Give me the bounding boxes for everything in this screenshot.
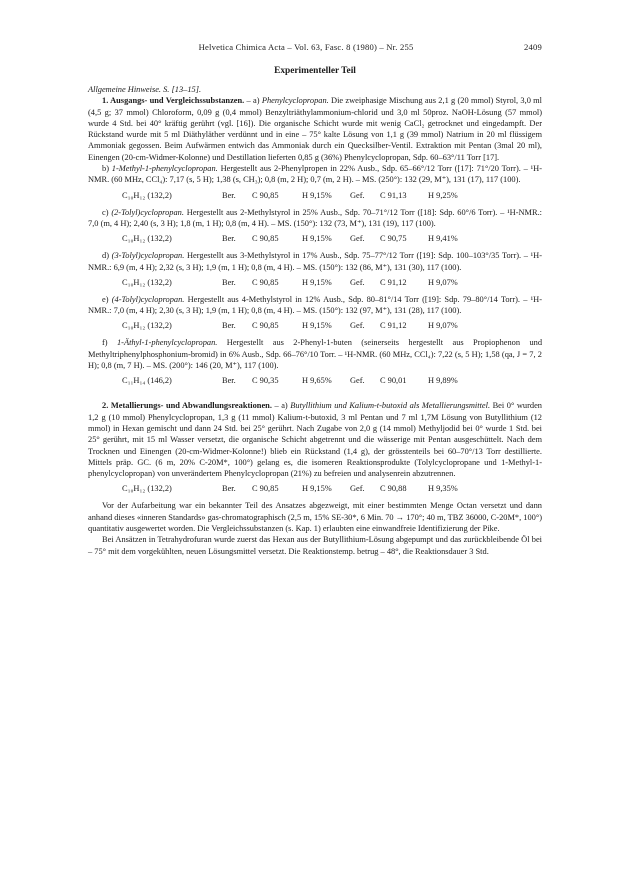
label: f) <box>102 338 117 348</box>
label: b) <box>102 164 112 174</box>
compound-name: (2-Tolyl)cyclopropan. <box>111 207 184 217</box>
compound-name: (4-Tolyl)cyclopropan. <box>111 294 185 304</box>
section1-paragraph-a <box>88 95 542 163</box>
c-found: C 90,75 <box>380 234 407 244</box>
paragraph-text: Hergestellt aus 3-Methylstyrol in 17% Ausb., Sdp. 75–77°/12 Torr ([19]: Sdp. 100–103°/35 Torr). – ¹H-NMR.: 6,9 (m, 4 H); 2,32 (s, 3 H); 1,9 (m, 1 H); 0,8 (m, 4 H). – MS. (150°): 132 (86, M⁺), 131 (30), 117 (100). <box>88 251 542 272</box>
c-calculated: C 90,85 <box>252 321 279 331</box>
gef-label: Gef. <box>350 190 365 200</box>
compound-name: Phenylcyclopropan. <box>261 96 329 106</box>
elemental-analysis-e <box>122 320 542 331</box>
paragraph-text: Die zweiphasige Mischung aus 2,1 g (20 mmol) Styrol, 3,0 ml (4,5 g; 37 mmol) Chloroform, 0,09 g (0,4 mmol) Benzyltriäthylammonium-chlorid und 3,0 ml 50proz. NaOH-Lösung (57 mmol) wurde 4 Std. bei 40° kräftig gerührt (vgl. [16]). Die organische Schicht wurde mit wenig CaCl₂ getrocknet und eingedampft. Der Rückstand wurde mit 5 ml Diäthyläther verdünnt und in eine – 75° kalte Lösung von 1,1 g (39 mmol) Natrium in 20 ml flüssigem Ammoniak gegossen. Beim Aufwärmen entwich das Ammoniak durch ein Quecksilber-Ventil. Extraktion mit Pentan (3mal 20 ml), Einengen (20-cm-Widmer-Kolonne) und Destillation lieferten 0,85 g (36%) Phenylcyclopropan, Sdp. 60–63°/11 Torr [17]. <box>88 96 542 162</box>
paragraph-text: Hergestellt aus 2-Phenyl-1-buten (seinerseits hergestellt aus Propiophenon und Methyltriphenylphosphonium-bromid) in 6% Ausb., Sdp. 66–76°/10 Torr. – ¹H-NMR. (60 MHz, CCl₄): 7,22 (s, 5 H); 1,58 (qa, J = 7, 2 H); 0,8 (m, 7 H). – MS. (200°): 146 (20, M⁺), 117 (100). <box>88 338 543 371</box>
elemental-analysis-c <box>122 233 542 244</box>
paragraph-text: Bei 0° wurden 1,2 g (10 mmol) Phenylcyclopropan, 1,3 g (11 mmol) Kalium-t-butoxid, 3 ml Pentan und 7 ml 1,7M Lösung von Butyllithium (12 mmol) in Hexan gemischt und dann 24 Std. bei 25° gerührt. Nach Zugabe von 2,0 g (14 mmol) Methyljodid bei 0° wurde 1 Std. bei 25° gerührt, mit 15 ml Wasser versetzt, die organische Schicht abgetrennt und die wässerige mit Pentan ausgeschüttelt. Nach dem Trocknen und Einengen (20-cm-Widmer-Kolonne!) blieb ein Rückstand (1,4 g), der grösstenteils bei 60–70°/13 Torr destillierte. Mittels präp. GC. (6 m, 20% C-20M*, 100°) gelang es, die isomeren Reaktionsprodukte (Tolylcyclopropane und 1-Methyl-1-phenylcyclopropan) von unverändertem Phenylcyclopropan (21%) zu befreien und analysenrein abzutrennen. <box>88 401 542 479</box>
c-found: C 90,01 <box>380 376 407 386</box>
h-found: H 9,41% <box>428 234 458 244</box>
c-found: C 91,12 <box>380 277 407 287</box>
section1-paragraph-d <box>88 250 542 273</box>
label: e) <box>102 294 112 304</box>
h-found: H 9,07% <box>428 321 458 331</box>
section2-paragraph-a <box>88 400 542 479</box>
label: – a) <box>271 401 291 411</box>
section2-paragraph-2: Vor der Aufarbeitung war ein bekannter Teil des Ansatzes abgezweigt, mit einer bestimmten Menge Octan versetzt und dann anhand dieses «inneren Standards» gas-chromatographisch (2,5 m, 15% SE-30*, 6 Min. 70 → 170°; 40 m, TBZ 36000, C-20M*, 100°) quantitativ ausgewertet worden. Die Vergleichssubstanzen (s. Kap. 1) erlaubten eine einwandfreie Identifizierung der Pike. <box>88 501 542 534</box>
c-calculated: C 90,85 <box>252 190 279 200</box>
section2-heading: 2. Metallierungs- und Abwandlungsreaktionen. <box>102 401 272 411</box>
ber-label: Ber. <box>222 277 236 287</box>
journal-header: Helvetica Chimica Acta – Vol. 63, Fasc. 8 (1980) – Nr. 255 <box>198 42 414 52</box>
elemental-analysis-d <box>122 277 542 288</box>
h-calculated: H 9,15% <box>302 277 332 287</box>
c-calculated: C 90,85 <box>252 234 279 244</box>
gef-label: Gef. <box>350 376 365 386</box>
c-found: C 90,88 <box>380 484 407 494</box>
section1-paragraph-c <box>88 207 542 230</box>
formula-name: C₁₀H₁₂ (132,2) <box>122 277 172 287</box>
general-note <box>88 84 542 95</box>
formula-name: C₁₀H₁₂ (132,2) <box>122 484 172 494</box>
gef-label: Gef. <box>350 484 365 494</box>
general-note-text: Allgemeine Hinweise. S. [13–15]. <box>88 85 202 94</box>
formula-name: C₁₀H₁₂ (132,2) <box>122 234 172 244</box>
section-title: Experimenteller Teil <box>274 66 356 76</box>
label: c) <box>102 207 112 217</box>
c-calculated: C 90,85 <box>252 277 279 287</box>
label: d) <box>102 251 112 261</box>
compound-name: (3-Tolyl)cyclopropan. <box>111 251 185 261</box>
elemental-analysis-b <box>122 190 542 201</box>
section1-paragraph-e <box>88 294 542 317</box>
h-found: H 9,35% <box>428 484 458 494</box>
ber-label: Ber. <box>222 190 236 200</box>
h-calculated: H 9,15% <box>302 234 332 244</box>
running-head <box>88 42 542 52</box>
elemental-analysis-f <box>122 375 542 386</box>
ber-label: Ber. <box>222 484 236 494</box>
h-found: H 9,07% <box>428 277 458 287</box>
h-calculated: H 9,65% <box>302 376 332 386</box>
c-found: C 91,13 <box>380 190 407 200</box>
h-calculated: H 9,15% <box>302 484 332 494</box>
gef-label: Gef. <box>350 234 365 244</box>
gef-label: Gef. <box>350 321 365 331</box>
formula-name: C₁₀H₁₂ (132,2) <box>122 321 172 331</box>
label: – a) <box>244 96 262 106</box>
ber-label: Ber. <box>222 376 236 386</box>
compound-name: 1-Äthyl-1-phenylcyclopropan. <box>116 338 218 348</box>
subsection-title: Butyllithium und Kalium-t-butoxid als Metallierungsmittel. <box>290 401 491 411</box>
ber-label: Ber. <box>222 321 236 331</box>
paragraph-text: Hergestellt aus 4-Methylstyrol in 12% Ausb., Sdp. 80–81°/14 Torr ([19]: Sdp. 79–80°/14 Torr). – ¹H-NMR.: 7,0 (m, 4 H); 2,30 (s, 3 H); 1,9 (m, 1 H); 0,8 (m, 4 H). – MS. (150°): 132 (97, M⁺), 131 (28), 117 (100). <box>88 294 542 316</box>
ber-label: Ber. <box>222 234 236 244</box>
elemental-analysis-2a <box>122 483 542 494</box>
c-calculated: C 90,85 <box>252 484 279 494</box>
h-calculated: H 9,15% <box>302 321 332 331</box>
formula-name: C₁₀H₁₂ (132,2) <box>122 190 172 200</box>
paragraph-text: Hergestellt aus 2-Methylstyrol in 25% Ausb., Sdp. 70–71°/12 Torr ([18]: Sdp. 60°/6 Torr). – ¹H-NMR.: 7,0 (m, 4 H); 2,40 (s, 3 H); 1,8 (m, 1 H); 0,8 (m, 4 H). – MS. (150°): 132 (73, M⁺), 131 (19), 117 (100). <box>88 207 542 228</box>
section1-paragraph-b <box>88 163 542 186</box>
h-found: H 9,25% <box>428 190 458 200</box>
c-found: C 91,12 <box>380 321 407 331</box>
paragraph-text: Hergestellt aus 2-Phenylpropen in 22% Ausb., Sdp. 65–66°/12 Torr ([17]: 71°/20 Torr). – ¹H-NMR. (60 MHz, CCl₄): 7,17 (s, 5 H); 1,38 (s, CH₃); 0,8 (m, 2 H); 0,7 (m, 2 H). – MS. (250°): 132 (29, M⁺), 131 (17), 117 (100). <box>88 164 542 185</box>
h-calculated: H 9,15% <box>302 190 332 200</box>
page-number: 2409 <box>524 42 542 52</box>
section1-paragraph-f <box>88 337 542 371</box>
h-found: H 9,89% <box>428 376 458 386</box>
compound-name: 1-Methyl-1-phenylcyclopropan. <box>111 164 218 174</box>
section2-paragraph-3: Bei Ansätzen in Tetrahydrofuran wurde zuerst das Hexan aus der Butyllithium-Lösung abgepumpt und das zurückbleibende Öl bei – 75° mit dem vorgekühlten, neuen Lösungsmittel versetzt. Die Reaktionstemp. betrug – 48°, die Reaktionsdauer 3 Std. <box>88 535 542 556</box>
c-calculated: C 90,35 <box>252 376 279 386</box>
section1-heading: 1. Ausgangs- und Vergleichssubstanzen. <box>102 96 245 106</box>
formula-name: C₁₁H₁₄ (146,2) <box>122 376 172 386</box>
gef-label: Gef. <box>350 277 365 287</box>
